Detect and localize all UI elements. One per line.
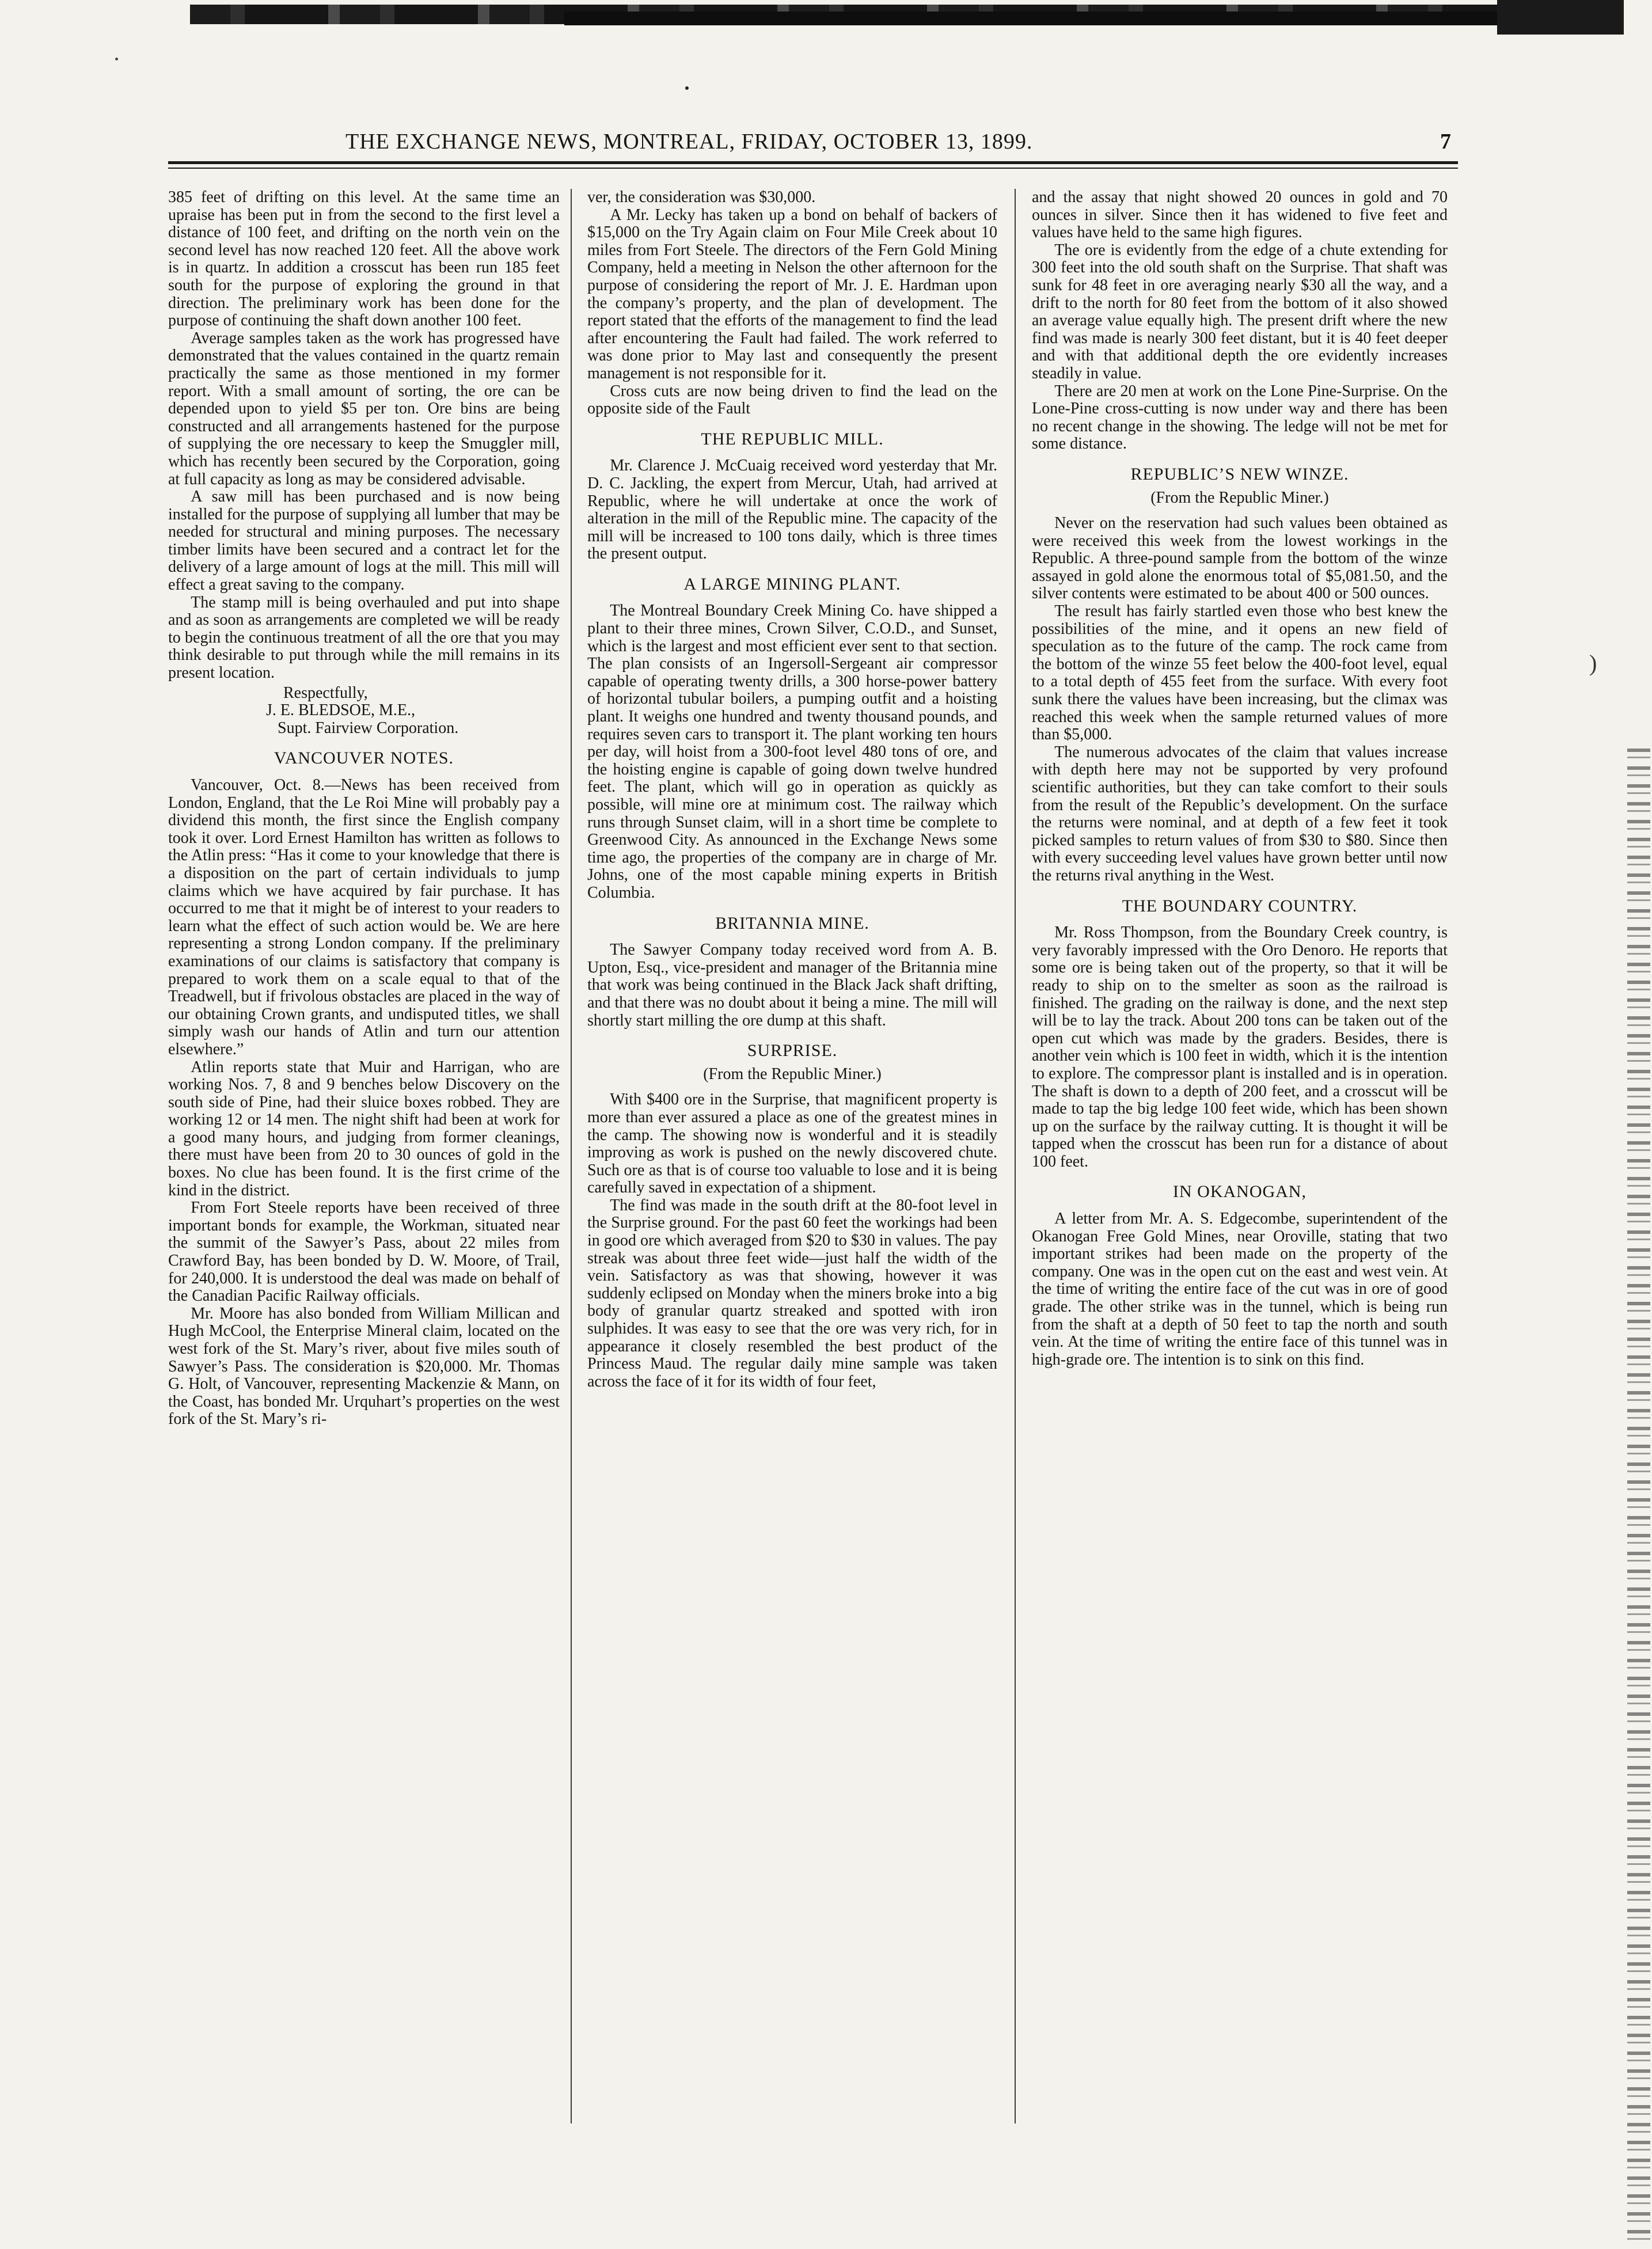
- header-rule: [168, 161, 1458, 164]
- page-number: 7: [1440, 130, 1451, 154]
- article-paragraph: The ore is evidently from the edge of a chute extending for 300 feet into the old south shaft on the Surprise. That shaft was sunk for 48 feet in ore averaging nearly $30 all the way, and a drift to the north for 80 feet from the bottom of it also showed an average value equally high. The present drift where the new find was made is nearly 300 feet distant, but it is 40 feet deeper and with that additional depth the ore evidently increases steadily in value.: [1032, 241, 1448, 382]
- article-paragraph: The numerous advocates of the claim that values increase with depth here may not be supported by very profound scientific authorities, but they can take comfort to their souls from the result of the Republic’s development. On the surface the returns were nominal, and at depth of a few feet it took picked samples to return values of from $30 to $80. Since then with every succeeding level values have grown better until now the returns rival anything in the West.: [1032, 743, 1448, 884]
- signer-name: J. E. BLEDSOE, M.E.,: [266, 701, 415, 720]
- article-paragraph: The result has fairly startled even those who best knew the possibilities of the mine, and it opens an new field of speculation as to the future of the camp. The rock came from the bottom of the winze 55 feet below the 400-foot level, equal to a total depth of 455 feet from the surface. With every foot sunk there the values have been increasing, but the climax was reached this week when the sample returned values of more than $5,000.: [1032, 602, 1448, 744]
- scanned-right-margin-noise: [1627, 749, 1650, 2246]
- page-header: [345, 127, 1451, 157]
- section-heading: A LARGE MINING PLANT.: [683, 574, 901, 594]
- article-paragraph: There are 20 men at work on the Lone Pine-Surprise. On the Lone-Pine cross-cutting is now under way and there has been no recent change in the showing. The ledge will not be met for some distance.: [1032, 382, 1448, 453]
- article-paragraph: Mr. Clarence J. McCuaig received word yesterday that Mr. D. C. Jackling, the expert from Mercur, Utah, had arrived at Republic, where he will undertake at once the work of alteration in the mill of the Republic mine. The capacity of the mill will be increased to 100 tons daily, which is three times the present output.: [587, 457, 997, 563]
- scan-speck: [115, 58, 118, 60]
- source-credit: (From the Republic Miner.): [1150, 488, 1329, 507]
- running-headline: THE EXCHANGE NEWS, MONTREAL, FRIDAY, OCTOBER 13, 1899.: [345, 130, 1033, 154]
- section-heading: THE BOUNDARY COUNTRY.: [1122, 896, 1358, 915]
- article-paragraph: The find was made in the south drift at the 80-foot level in the Surprise ground. For the past 60 feet the workings had been in good ore which averaged from $20 to $30 in values. The pay streak was about three feet wide—just half the width of the vein. Satisfactory as was that showing, however it was suddenly eclipsed on Monday when the miners broke into a big body of granular quartz streaked and spotted with iron sulphides. It was easy to see that the ore was very rich, for in appearance it closely resembled the best product of the Princess Maud. The regular daily mine sample was taken across the face of it for its width of four feet,: [587, 1196, 997, 1391]
- column-3: [1032, 189, 1448, 1369]
- article-paragraph: The stamp mill is being overhauled and put into shape and as soon as arrangements are completed we will be ready to begin the continuous treatment of all the ore that you may think desirable to put through while the mill remains in its present location.: [168, 593, 560, 682]
- header-rule-thin: [168, 168, 1458, 169]
- column-rule: [571, 189, 572, 2123]
- article-paragraph: The Montreal Boundary Creek Mining Co. have shipped a plant to their three mines, Crown Silver, C.O.D., and Sunset, which is the largest and most efficient ever sent to that section. The plan consists of an Ingersoll-Sergeant air compressor capable of operating twenty drills, a 300 horse-power battery of horizontal tubular boilers, a pumping outfit and a hoisting plant. It weighs one hundred and twenty thousand pounds, and requires seven cars to transport it. The plant working ten hours per day, will hoist from a 300-foot level 480 tons of ore, and the hoisting engine is capable of going down twelve hundred feet. The plant, which will go in operation as quickly as possible, will mine ore at minimum cost. The railway which runs through Sunset claim, will in a short time be complete to Greenwood City. As announced in the Exchange News some time ago, the properties of the company are in charge of Mr. Johns, one of the most capable mining experts in British Columbia.: [587, 602, 997, 902]
- column-rule: [1015, 189, 1016, 2123]
- article-paragraph: A Mr. Lecky has taken up a bond on behalf of backers of $15,000 on the Try Again claim on Four Mile Creek about 10 miles from Fort Steele. The directors of the Fern Gold Mining Company, held a meeting in Nelson the other afternoon for the purpose of considering the report of Mr. J. E. Hardman upon the company’s property, and the plan of development. The report stated that the efforts of the management to find the lead after encountering the Fault had failed. The work referred to was done prior to May last and consequently the present management is not responsible for it.: [587, 206, 997, 382]
- source-credit: (From the Republic Miner.): [703, 1065, 882, 1083]
- article-paragraph: ver, the consideration was $30,000.: [587, 188, 816, 206]
- section-heading: REPUBLIC’S NEW WINZE.: [1130, 464, 1349, 484]
- article-paragraph: and the assay that night showed 20 ounces in gold and 70 ounces in silver. Since then it has widened to five feet and values have held to the same high figures.: [1032, 188, 1448, 242]
- article-paragraph: Never on the reservation had such values been obtained as were received this week from the lowest workings in the Republic. A three-pound sample from the bottom of the winze assayed in gold alone the enormous total of $5,081.50, and the silver contents were estimated to be about 400 or 500 ounces.: [1032, 514, 1448, 603]
- article-paragraph: From Fort Steele reports have been received of three important bonds for example, the Workman, situated near the summit of the Sawyer’s Pass, about 22 miles from Crawford Bay, has been bonded by D. W. Moore, of Trail, for 240,000. It is understood the deal was made on behalf of the Canadian Pacific Railway officials.: [168, 1199, 560, 1305]
- article-paragraph: 385 feet of drifting on this level. At the same time an upraise has been put in from the second to the first level a distance of 100 feet, and drifting on the north vein on the second level has now reached 120 feet. All the above work is in quartz. In addition a crosscut has been run 185 feet south for the purpose of exploring the ground in that direction. The preliminary work has been done for the purpose of continuing the shaft down another 100 feet.: [168, 188, 560, 330]
- article-paragraph: Vancouver, Oct. 8.—News has been received from London, England, that the Le Roi Mine will probably pay a dividend this month, the first since the English company took it over. Lord Ernest Hamilton has written as follows to the Atlin press: “Has it come to your knowledge that there is a disposition on the part of certain individuals to jump claims which we have acquired by fair purchase. It has occurred to me that it might be of interest to your readers to learn what the effect of such action would be. We are here representing a strong London company. If the preliminary examinations of our claims is satisfactory that company is prepared to work them on a scale equal to that of the Treadwell, but if frivolous obstacles are placed in the way of our obtaining Crown grants, and undisputed titles, we shall simply wash our hands of Atlin and turn our attention elsewhere.”: [168, 776, 560, 1058]
- article-paragraph: Cross cuts are now being driven to find the lead on the opposite side of the Fault: [587, 382, 997, 418]
- scan-speck: [685, 86, 689, 90]
- article-paragraph: The Sawyer Company today received word from A. B. Upton, Esq., vice-president and manager of the Britannia mine that work was being continued in the Black Jack shaft drifting, and that there was no doubt about it being a mine. The mill will shortly start milling the ore dump at this shaft.: [587, 941, 997, 1029]
- section-heading: BRITANNIA MINE.: [715, 913, 869, 933]
- section-heading: VANCOUVER NOTES.: [274, 749, 454, 768]
- signature-block: [168, 685, 560, 738]
- article-paragraph: With $400 ore in the Surprise, that magnificent property is more than ever assured a place as one of the greatest mines in the camp. The showing now is wonderful and it is steadily improving as work is pushed on the newly discovered chute. Such ore as that is of course too valuable to lose and it is being carefully saved in expectation of a shipment.: [587, 1091, 997, 1197]
- scan-corner-shadow: [1497, 0, 1624, 35]
- section-heading: THE REPUBLIC MILL.: [701, 429, 884, 449]
- article-paragraph: Mr. Ross Thompson, from the Boundary Creek country, is very favorably impressed with the Oro Denoro. He reports that some ore is being taken out of the property, so that it will be ready to ship on to the smelter as soon as the railroad is finished. The grading on the railway is done, and the next step will be to lay the track. About 200 tons can be taken out of the open cut which was made by the graders. Besides, there is another vein which is 100 feet in width, which it is the intention to explore. The compressor plant is installed and is in operation. The shaft is down to a depth of 200 feet, and a crosscut will be made to tap the big ledge 100 feet wide, which has been shown up on the surface by the railway cutting. It is thought it will be tapped when the crosscut has been run for a distance of about 100 feet.: [1032, 924, 1448, 1171]
- margin-bracket-mark: ): [1589, 650, 1597, 676]
- column-2: [587, 189, 997, 1391]
- scanned-top-edge: [0, 0, 1652, 35]
- signer-title: Supt. Fairview Corporation.: [278, 719, 459, 737]
- column-1: [168, 189, 560, 1429]
- section-heading: SURPRISE.: [747, 1041, 838, 1061]
- article-paragraph: A saw mill has been purchased and is now being installed for the purpose of supplying all lumber that may be needed for structural and mining purposes. The necessary timber limits have been secured and a contract let for the delivery of a large amount of logs at the mill. This mill will effect a great saving to the company.: [168, 488, 560, 594]
- article-paragraph: A letter from Mr. A. S. Edgecombe, superintendent of the Okanogan Free Gold Mines, near Oroville, stating that two important strikes had been made on the property of the company. One was in the open cut on the east and west vein. At the time of writing the entire face of the cut was in ore of good grade. The other strike was in the tunnel, which is being run from the shaft at a depth of 50 feet to tap the north and south vein. At the time of writing the entire face of this tunnel was in high-grade ore. The intention is to sink on this find.: [1032, 1210, 1448, 1369]
- article-paragraph: Atlin reports state that Muir and Harrigan, who are working Nos. 7, 8 and 9 benches below Discovery on the south side of Pine, had their sluice boxes robbed. They are working 12 or 14 men. The night shift had been at work for a good many hours, and judging from former cleanings, there must have been from 20 to 30 ounces of gold in the boxes. No clue has been found. It is the first crime of the kind in the district.: [168, 1058, 560, 1199]
- article-paragraph: Mr. Moore has also bonded from William Millican and Hugh McCool, the Enterprise Mineral claim, located on the west fork of the St. Mary’s river, about five miles south of Sawyer’s Pass. The consideration is $20,000. Mr. Thomas G. Holt, of Vancouver, representing Mackenzie & Mann, on the Coast, has bonded Mr. Urquhart’s properties on the west fork of the St. Mary’s ri-: [168, 1304, 560, 1429]
- signoff: Respectfully,: [283, 683, 368, 702]
- section-heading: IN OKANOGAN,: [1173, 1182, 1307, 1202]
- scan-border-band-dark: [564, 12, 1514, 25]
- article-paragraph: Average samples taken as the work has progressed have demonstrated that the values contained in the quartz remain practically the same as those mentioned in my former report. With a small amount of sorting, the ore can be depended upon to yield $5 per ton. Ore bins are being constructed and all arrangements hastened for the purpose of supplying the ore necessary to keep the Smuggler mill, which has recently been secured by the Corporation, going at full capacity as long as may be considered advisable.: [168, 329, 560, 488]
